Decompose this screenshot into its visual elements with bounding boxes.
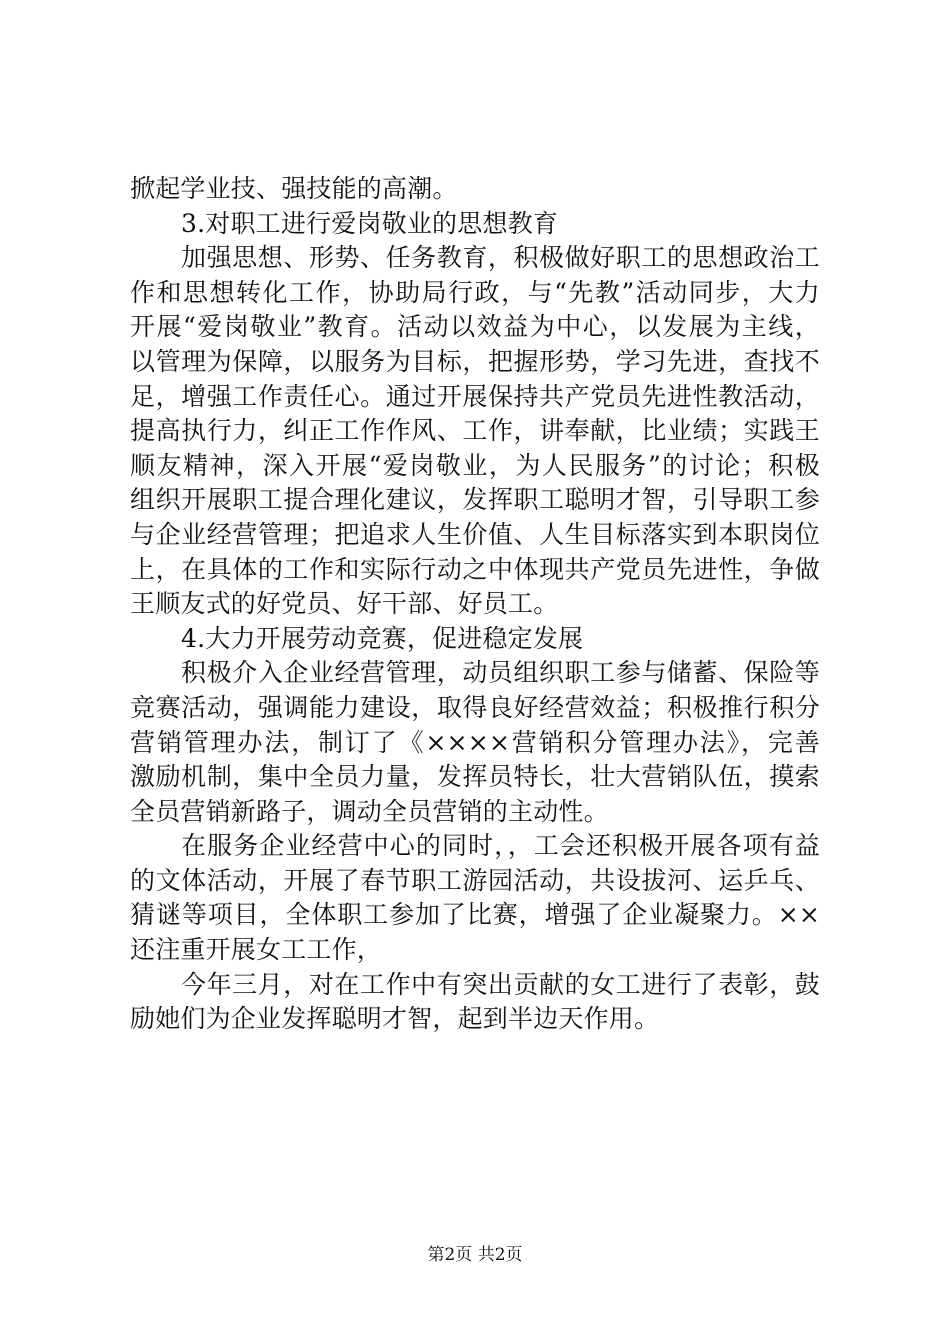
text-line: 还注重开展女工工作，	[130, 935, 383, 965]
text-line: 积极介入企业经营管理，动员组织职工参与储蓄、保险等	[181, 658, 820, 688]
document-body	[130, 172, 820, 1037]
text-line: 营销管理办法，制订了《××××营销积分管理办法》，完善	[130, 727, 820, 757]
text-line: 励她们为企业发挥聪明才智，起到半边天作用。	[130, 1004, 660, 1034]
text-line: 上，在具体的工作和实际行动之中体现共产党员先进性，争做	[130, 554, 820, 584]
text-line: 提高执行力，纠正工作作风、工作，讲奉献，比业绩；实践王	[130, 416, 820, 446]
text-line: 作和思想转化工作，协助局行政，与“先教”活动同步，大力	[130, 277, 820, 307]
text-line: 加强思想、形势、任务教育，积极做好职工的思想政治工	[181, 243, 820, 273]
page-footer: 第2页 共2页	[427, 1245, 523, 1265]
text-line: 激励机制，集中全员力量，发挥员特长，壮大营销队伍，摸索	[130, 762, 820, 792]
text-line: 竞赛活动，强调能力建设，取得良好经营效益；积极推行积分	[130, 692, 820, 722]
text-line: 组织开展职工提合理化建议，发挥职工聪明才智，引导职工参	[130, 485, 820, 515]
text-line: 的文体活动，开展了春节职工游园活动，共设拔河、运乒乓、	[130, 865, 820, 895]
text-line: 开展“爱岗敬业”教育。活动以效益为中心，以发展为主线，	[130, 312, 820, 342]
text-line: 3.对职工进行爱岗敬业的思想教育	[181, 208, 559, 238]
text-line: 以管理为保障，以服务为目标，把握形势，学习先进，查找不	[130, 346, 820, 376]
text-line: 全员营销新路子，调动全员营销的主动性。	[130, 796, 609, 826]
text-line: 今年三月，对在工作中有突出贡献的女工进行了表彰，鼓	[181, 969, 820, 999]
text-line: 王顺友式的好党员、好干部、好员工。	[130, 589, 559, 619]
text-line: 掀起学业技、强技能的高潮。	[130, 174, 458, 203]
text-line: 4.大力开展劳动竞赛，促进稳定发展	[181, 623, 584, 653]
text-line: 与企业经营管理；把追求人生价值、人生目标落实到本职岗位	[130, 519, 820, 549]
text-line: 在服务企业经营中心的同时，，工会还积极开展各项有益	[181, 831, 820, 861]
text-line: 猜谜等项目，全体职工参加了比赛，增强了企业凝聚力。××	[130, 900, 820, 930]
text-line: 顺友精神，深入开展“爱岗敬业，为人民服务”的讨论；积极	[130, 450, 820, 480]
text-line: 足，增强工作责任心。通过开展保持共产党员先进性教活动，	[130, 381, 820, 411]
